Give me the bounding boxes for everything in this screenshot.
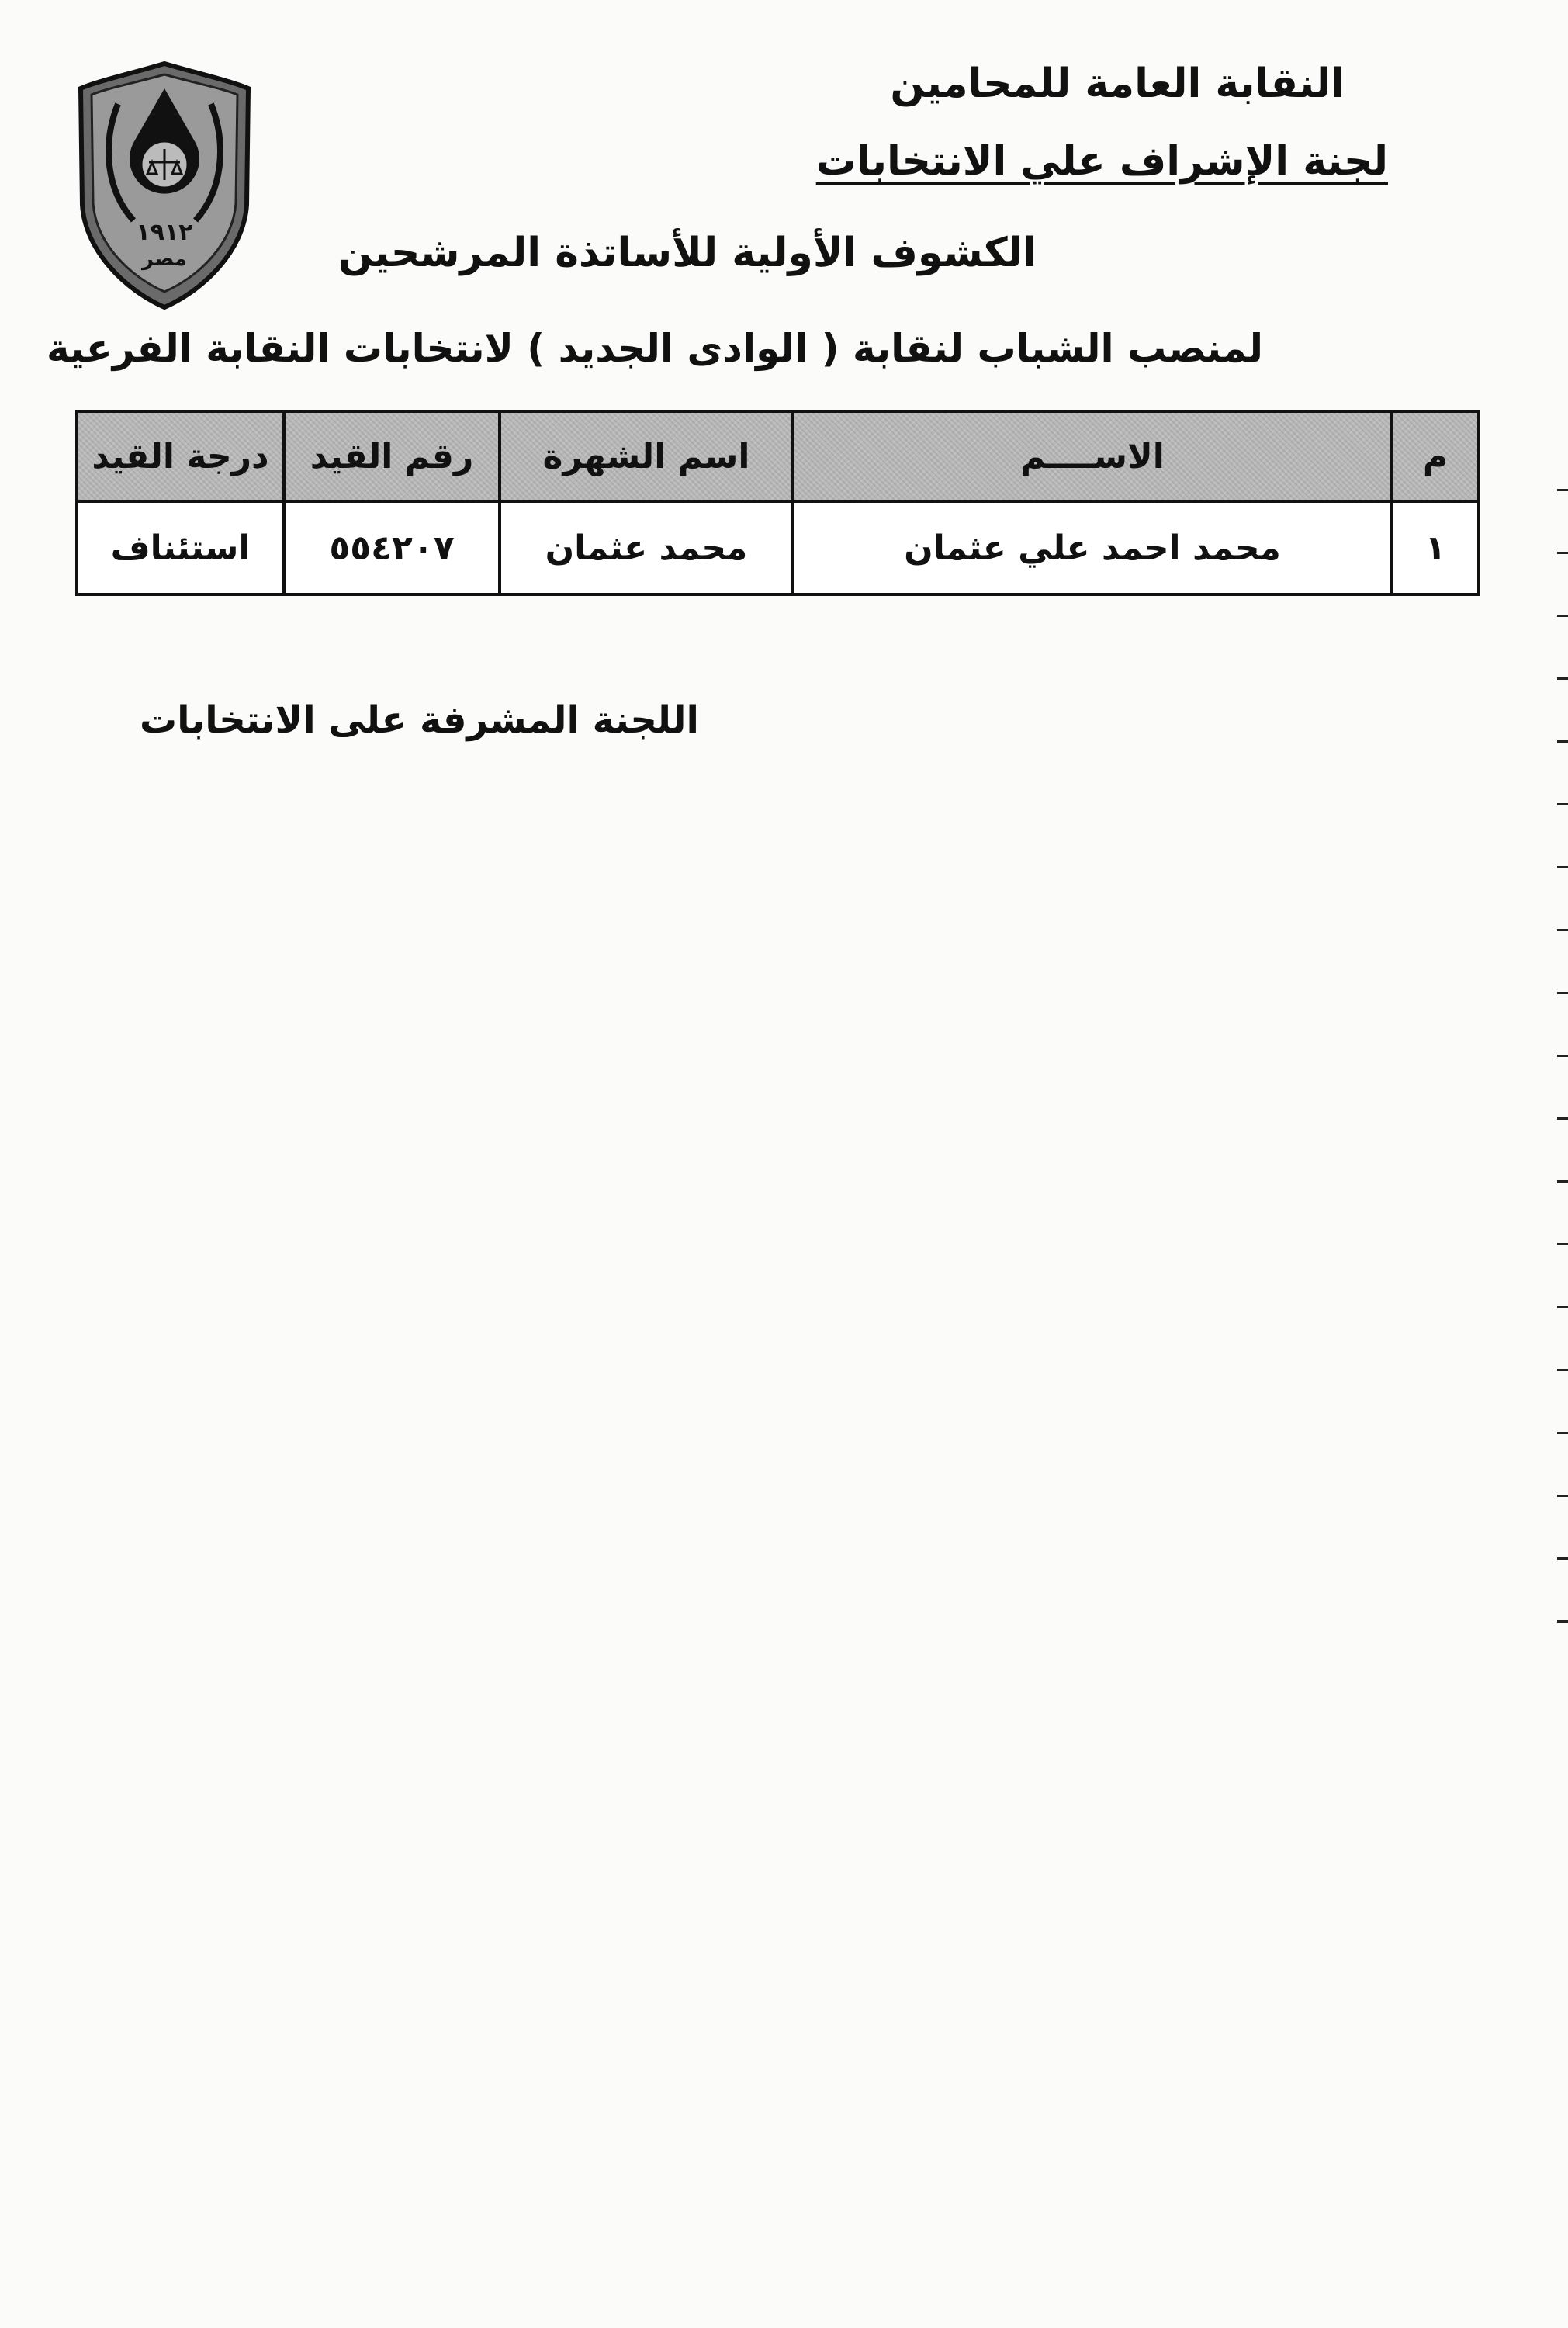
edge-mark [1557,677,1568,680]
edge-mark [1557,1306,1568,1308]
organization-name: النقابة العامة للمحامين [890,61,1345,107]
edge-mark [1557,740,1568,743]
edge-mark [1557,803,1568,805]
edge-mark [1557,1557,1568,1560]
edge-mark [1557,1180,1568,1183]
candidates-table [75,410,1480,596]
edge-mark [1557,1117,1568,1120]
position-line: لمنصب الشباب لنقابة ( الوادى الجديد ) لانتخابات النقابة الفرعية [47,326,1263,371]
edge-mark [1557,1369,1568,1371]
edge-mark [1557,615,1568,617]
edge-mark [1557,1432,1568,1434]
table-row [77,501,1479,594]
column-header-name: الاســــم [793,411,1392,501]
column-header-serial: م [1392,411,1479,501]
cell-registration-number: ٥٥٤٢٠٧ [284,501,500,594]
edge-mark [1557,929,1568,931]
edge-mark [1557,992,1568,994]
committee-title: لجنة الإشراف علي الانتخابات [815,138,1388,185]
page-edge-marks [1545,419,1568,1606]
column-header-known-as: اسم الشهرة [500,411,793,501]
list-title: الكشوف الأولية للأساتذة المرشحين [337,230,1037,276]
cell-known-as: محمد عثمان [500,501,793,594]
column-header-registration-number: رقم القيد [284,411,500,501]
cell-serial: ١ [1392,501,1479,594]
edge-mark [1557,1055,1568,1057]
committee-signature: اللجنة المشرفة على الانتخابات [139,698,699,742]
cell-registration-degree: استئناف [77,501,284,594]
edge-mark [1557,1620,1568,1623]
edge-mark [1557,1243,1568,1245]
edge-mark [1557,1495,1568,1497]
edge-mark [1557,866,1568,868]
bar-association-emblem-icon [71,57,258,314]
cell-name: محمد احمد علي عثمان [793,501,1392,594]
column-header-registration-degree: درجة القيد [77,411,284,501]
emblem-year: ١٩١٢ [136,219,193,246]
table-header-row [77,411,1479,501]
edge-mark [1557,552,1568,554]
edge-mark [1557,489,1568,491]
emblem-country: مصر [142,248,187,271]
